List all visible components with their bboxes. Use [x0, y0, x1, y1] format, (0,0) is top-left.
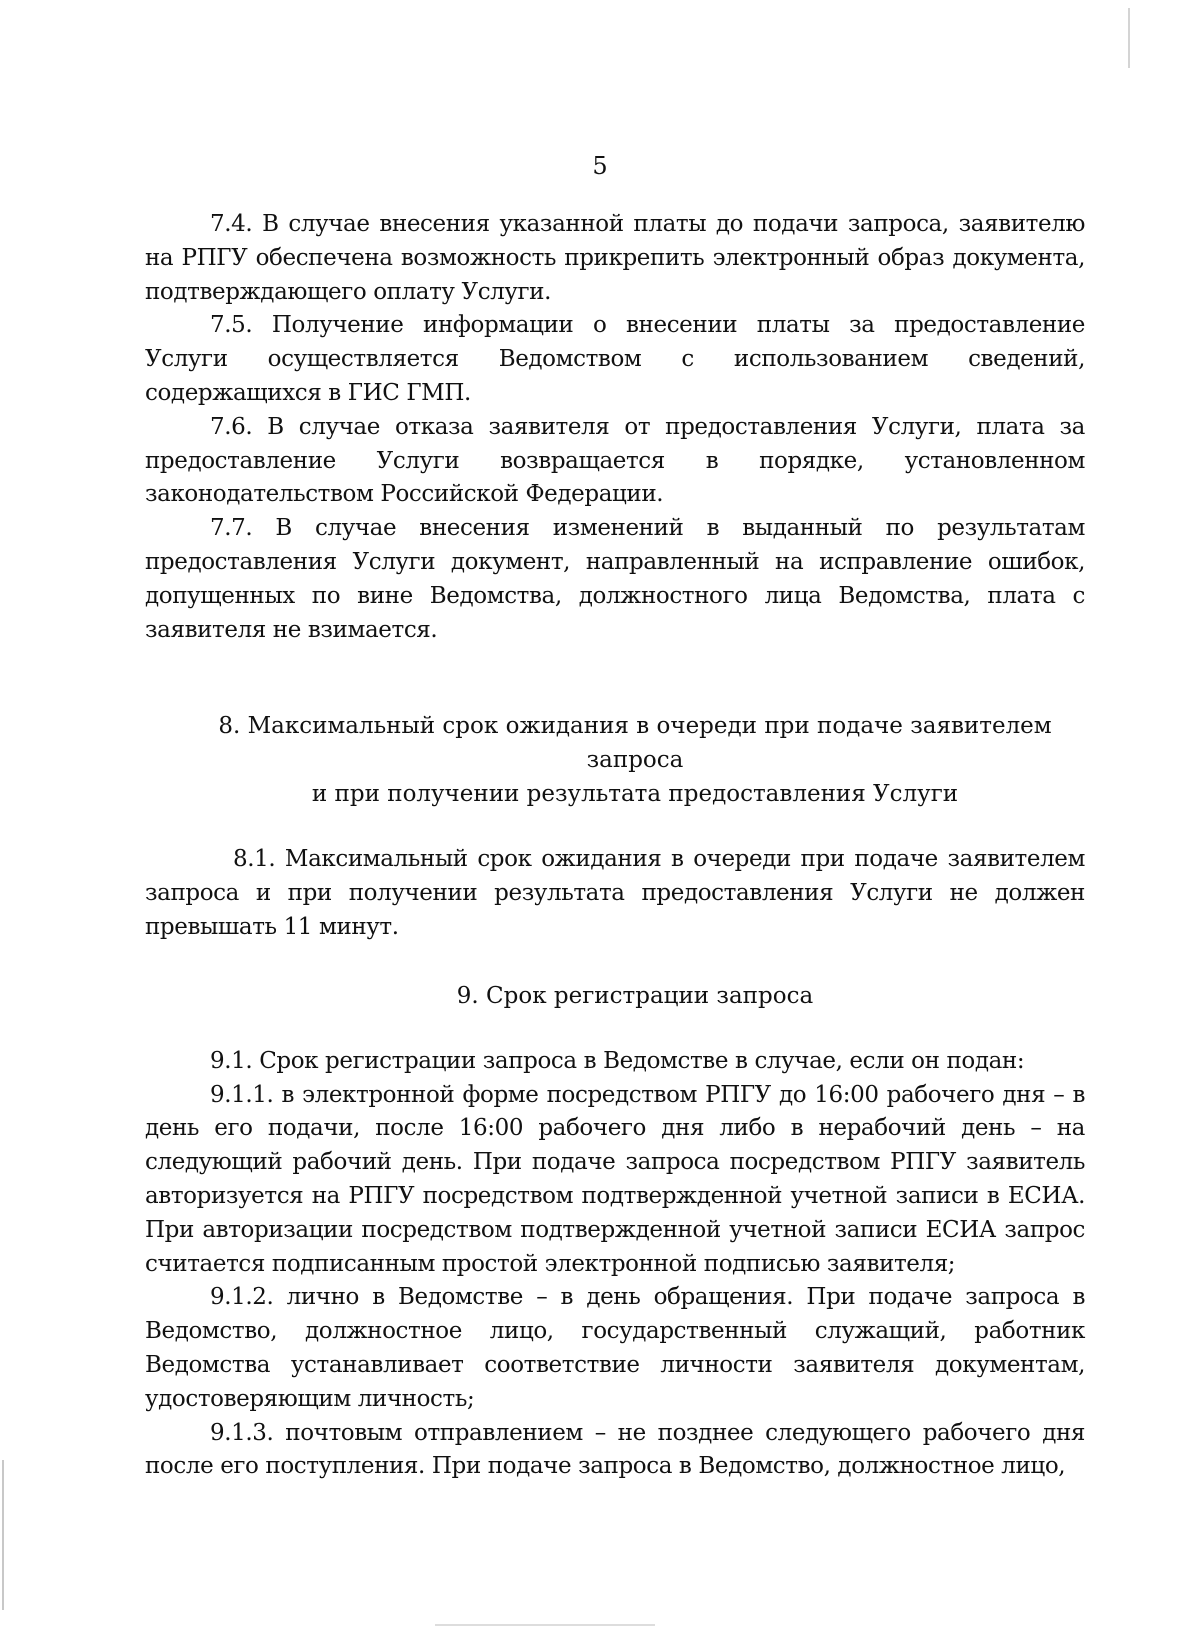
- paragraph-9-1-2: 9.1.2. лично в Ведомстве – в день обращения. При подаче запроса в Ведомство, должностное лицо, государственный служащий, работник Ведомства устанавливает соответствие личности заявителя документам, удостоверяющим личность;: [145, 1284, 1085, 1412]
- section-8-heading-line2: и при получении результата предоставления Услуги: [311, 781, 959, 808]
- section-8-heading: [145, 709, 1085, 811]
- paragraph-7-5: 7.5. Получение информации о внесении платы за предоставление Услуги осуществляется Ведомством с использованием сведений, содержащихся в ГИС ГМП.: [145, 312, 1085, 406]
- scan-artifact-top: [1128, 8, 1130, 68]
- document-body: [145, 208, 1085, 1484]
- paragraph-8-1: 8.1. Максимальный срок ожидания в очереди при подаче заявителем запроса и при получении результата предоставления Услуги не должен превышать 11 минут.: [145, 846, 1085, 940]
- paragraph-7-7: 7.7. В случае внесения изменений в выданный по результатам предоставления Услуги документ, направленный на исправление ошибок, допущенных по вине Ведомства, должностного лица Ведомства, плата с заявителя не взимается.: [145, 515, 1085, 643]
- page-number: 5: [592, 152, 608, 180]
- section-8-heading-line1: 8. Максимальный срок ожидания в очереди при подаче заявителем запроса: [218, 713, 1052, 774]
- paragraph-9-1-3: 9.1.3. почтовым отправлением – не позднее следующего рабочего дня после его поступления. При подаче запроса в Ведомство, должностное лицо,: [145, 1419, 1085, 1480]
- scan-artifact-left: [2, 1460, 4, 1610]
- section-9-heading: 9. Срок регистрации запроса: [456, 982, 814, 1009]
- paragraph-9-1-1: 9.1.1. в электронной форме посредством РПГУ до 16:00 рабочего дня – в день его подачи, после 16:00 рабочего дня либо в нерабочий день – на следующий рабочий день. При подаче запроса посредством РПГУ заявитель авторизуется на РПГУ посредством подтвержденной учетной записи в ЕСИА. При авторизации посредством подтвержденной учетной записи ЕСИА запрос считается подписанным простой электронной подписью заявителя;: [145, 1081, 1085, 1277]
- scan-artifact-bottom: [435, 1624, 655, 1626]
- paragraph-7-6: 7.6. В случае отказа заявителя от предоставления Услуги, плата за предоставление Услуги возвращается в порядке, установленном законодательством Российской Федерации.: [145, 413, 1085, 508]
- paragraph-9-1: 9.1. Срок регистрации запроса в Ведомстве в случае, если он подан:: [210, 1047, 1025, 1074]
- paragraph-7-4: 7.4. В случае внесения указанной платы до подачи запроса, заявителю на РПГУ обеспечена возможность прикрепить электронный образ документа, подтверждающего оплату Услуги.: [145, 211, 1085, 305]
